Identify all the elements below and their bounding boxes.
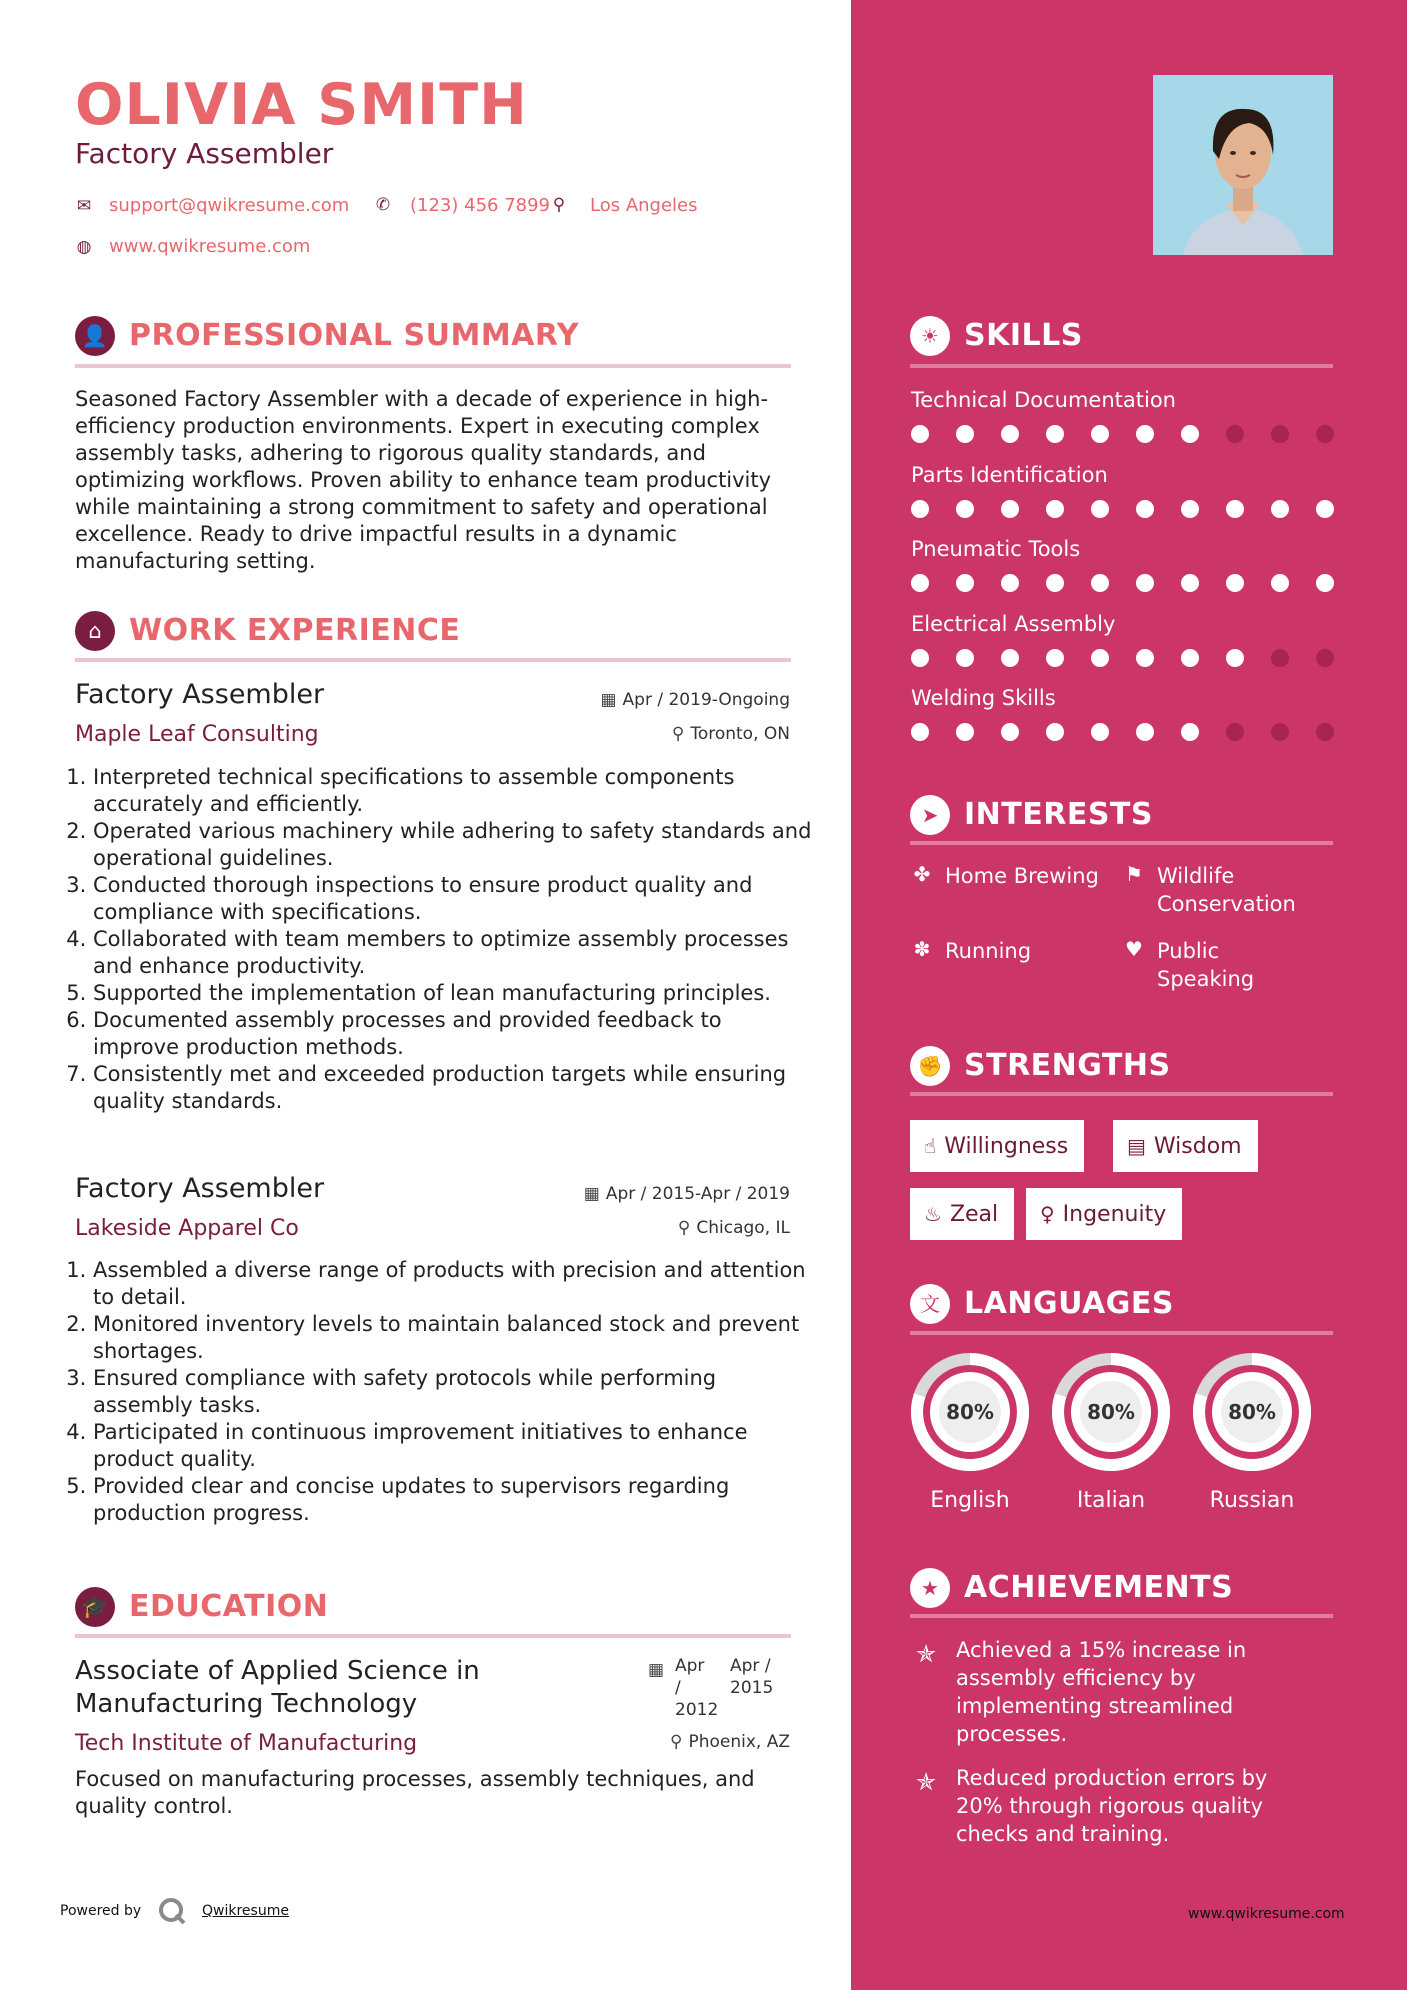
envelope-icon: ✉: [76, 196, 92, 216]
skill-name: Electrical Assembly: [911, 611, 1116, 636]
strength-label: Ingenuity: [1062, 1202, 1167, 1227]
rating-dot: [1271, 500, 1289, 518]
rating-dot: [1046, 574, 1064, 592]
interest-item: Wildlife Conservation: [1157, 864, 1296, 916]
pin-icon: ⚲: [677, 1218, 691, 1238]
skill-name: Parts Identification: [911, 462, 1108, 487]
rating-dot: [1271, 649, 1289, 667]
rating-dot: [911, 425, 929, 443]
list-item: 2. Monitored inventory levels to maintain balanced stock and prevent shortages.: [93, 1311, 813, 1365]
languages-title: LANGUAGES: [964, 1286, 1174, 1321]
job-title: Factory Assembler: [75, 679, 325, 710]
powered-by-label: Powered by: [60, 1903, 142, 1919]
list-item: 1. Assembled a diverse range of products with precision and attention to detail.: [93, 1257, 813, 1311]
flame-icon: ♨: [924, 1202, 942, 1226]
rating-dot: [1271, 723, 1289, 741]
rating-dot: [1226, 574, 1244, 592]
edu-end: Apr / 2015: [730, 1656, 774, 1698]
rating-dot: [1001, 574, 1019, 592]
skill-rating: [911, 425, 1361, 443]
interests-divider: [910, 841, 1333, 845]
contact-location: Los Angeles: [590, 195, 698, 216]
skills-title: SKILLS: [964, 318, 1083, 353]
graduation-icon: 🎓: [75, 1587, 115, 1627]
edu-start: Apr / 2012: [675, 1656, 719, 1720]
job-dates: [584, 1182, 790, 1206]
contact-email[interactable]: support@qwikresume.com: [109, 195, 350, 216]
contact-phone[interactable]: (123) 456 7899: [410, 195, 551, 216]
language-ring-graphic: [909, 1351, 1031, 1473]
achievement-item: Achieved a 15% increase in assembly efficiency by implementing streamlined processes.: [956, 1638, 1247, 1746]
skill-name: Welding Skills: [911, 686, 1056, 710]
candidate-role: Factory Assembler: [75, 137, 334, 170]
skill-rating: [911, 500, 1361, 518]
calendar-icon: ▦: [600, 690, 617, 710]
edu-description: Focused on manufacturing processes, assembly techniques, and quality control.: [75, 1767, 755, 1818]
rating-dot: [1271, 574, 1289, 592]
contact-website[interactable]: www.qwikresume.com: [109, 236, 311, 257]
rating-dot: [1091, 574, 1109, 592]
rating-dot: [911, 500, 929, 518]
job-location: [678, 1216, 790, 1240]
achievements-title: ACHIEVEMENTS: [964, 1570, 1234, 1605]
rating-dot: [1046, 500, 1064, 518]
experience-title: WORK EXPERIENCE: [129, 613, 461, 648]
phone-icon: ✆: [375, 195, 391, 215]
rating-dot: [1001, 425, 1019, 443]
list-item: 4. Collaborated with team members to optimize assembly processes and enhance productivity.: [93, 926, 813, 980]
rating-dot: [1181, 500, 1199, 518]
job-location-text: Chicago, IL: [696, 1218, 790, 1238]
qwikresume-logo-icon: [157, 1896, 187, 1926]
rating-dot: [1181, 723, 1199, 741]
fist-icon: ✊: [910, 1046, 950, 1086]
job-location-text: Toronto, ON: [690, 724, 790, 744]
rating-dot: [1136, 500, 1154, 518]
user-icon: 👤: [75, 316, 115, 356]
strength-label: Wisdom: [1153, 1134, 1242, 1159]
puzzle-icon: ✤: [913, 862, 931, 886]
rating-dot: [956, 425, 974, 443]
list-item: 2. Operated various machinery while adhering to safety standards and operational guidelines.: [93, 818, 813, 872]
translate-icon: 文: [910, 1284, 950, 1324]
paper-plane-icon: ➤: [910, 795, 950, 835]
experience-divider: [75, 658, 791, 662]
summary-title: PROFESSIONAL SUMMARY: [129, 318, 580, 353]
rating-dot: [1181, 649, 1199, 667]
job-dates: [600, 688, 790, 712]
shooting-star-icon: ✯: [915, 1768, 937, 1796]
interest-item: Running: [945, 939, 1032, 963]
achievement-item: Reduced production errors by 20% through rigorous quality checks and training.: [956, 1766, 1268, 1846]
job-company: Lakeside Apparel Co: [75, 1216, 299, 1241]
rating-dot: [1046, 425, 1064, 443]
strengths-divider: [910, 1092, 1333, 1096]
rating-dot: [911, 574, 929, 592]
rating-dot: [911, 723, 929, 741]
rating-dot: [956, 574, 974, 592]
list-item: 1. Interpreted technical specifications to assemble components accurately and efficiently.: [93, 764, 813, 818]
strength-label: Zeal: [949, 1202, 999, 1227]
calendar-icon: ▦: [648, 1660, 665, 1680]
interest-item: Public Speaking: [1157, 939, 1255, 991]
list-item: 5. Supported the implementation of lean manufacturing principles.: [93, 980, 813, 1007]
job-title: Factory Assembler: [75, 1173, 325, 1204]
lightbulb-outline-icon: ♀: [1040, 1202, 1055, 1226]
job-bullets: [75, 1257, 813, 1527]
job-company: Maple Leaf Consulting: [75, 722, 319, 747]
paw-icon: ✽: [913, 937, 931, 961]
rating-dot: [1226, 500, 1244, 518]
rating-dot: [1001, 723, 1019, 741]
shooting-star-icon: ✯: [915, 1640, 937, 1668]
education-divider: [75, 1634, 791, 1638]
rating-dot: [1316, 574, 1334, 592]
qwikresume-logo-graphic: [157, 1896, 187, 1926]
rating-dot: [1091, 425, 1109, 443]
rating-dot: [1181, 425, 1199, 443]
rating-dot: [1091, 723, 1109, 741]
rating-dot: [1091, 500, 1109, 518]
map-marker-icon: ⚲: [552, 195, 566, 215]
rating-dot: [1046, 649, 1064, 667]
qwikresume-link[interactable]: Qwikresume: [202, 1903, 289, 1919]
rating-dot: [1271, 425, 1289, 443]
language-ring: [909, 1351, 1031, 1473]
language-ring: [1191, 1351, 1313, 1473]
thumbs-up-icon: ☝: [924, 1134, 937, 1158]
degree-title: Associate of Applied Science in Manufacturing Technology: [75, 1656, 480, 1719]
summary-divider: [75, 364, 791, 368]
edu-location-text: Phoenix, AZ: [688, 1732, 790, 1752]
skill-rating: [911, 649, 1361, 667]
rating-dot: [1316, 500, 1334, 518]
rating-dot: [1226, 649, 1244, 667]
skill-rating: [911, 723, 1361, 741]
office-chair-icon: ⌂: [75, 611, 115, 651]
summary-text: Seasoned Factory Assembler with a decade of experience in high-efficiency production environments. Expert in executing complex assembly tasks, adhering to rigorous quality standards, and optimizing workflows. Proven ability to enhance team productivity while maintaining a strong commitment to safety and operational excellence. Ready to drive impactful results in a dynamic manufacturing setting.: [75, 387, 772, 573]
language-name: English: [930, 1488, 1010, 1513]
language-ring: [1050, 1351, 1172, 1473]
languages-divider: [910, 1331, 1333, 1335]
rating-dot: [911, 649, 929, 667]
job-dates-text: Apr / 2015-Apr / 2019: [605, 1184, 790, 1204]
rating-dot: [1001, 500, 1019, 518]
education-title: EDUCATION: [129, 1589, 329, 1624]
rating-dot: [1226, 723, 1244, 741]
pin-icon: ⚲: [670, 1732, 683, 1752]
rating-dot: [1046, 723, 1064, 741]
language-name: Italian: [1076, 1488, 1146, 1513]
job-location: [672, 722, 790, 746]
footer-site[interactable]: www.qwikresume.com: [1188, 1906, 1345, 1922]
strengths-title: STRENGTHS: [964, 1048, 1171, 1083]
rating-dot: [1091, 649, 1109, 667]
strength-chip: [1026, 1188, 1182, 1240]
calendar-icon: ▦: [583, 1184, 600, 1204]
rating-dot: [1316, 723, 1334, 741]
interests-title: INTERESTS: [964, 797, 1153, 832]
rating-dot: [1226, 425, 1244, 443]
edu-location: [670, 1730, 790, 1754]
rating-dot: [956, 500, 974, 518]
list-item: 7. Consistently met and exceeded production targets while ensuring quality standards.: [93, 1061, 813, 1115]
skill-rating: [911, 574, 1361, 592]
candidate-name: OLIVIA SMITH: [75, 72, 528, 138]
list-item: 3. Ensured compliance with safety protocols while performing assembly tasks.: [93, 1365, 813, 1419]
job-dates-text: Apr / 2019-Ongoing: [622, 690, 790, 710]
pin-icon: ⚲: [671, 724, 685, 744]
job-bullets: [75, 764, 813, 1115]
flag-icon: ⚑: [1125, 862, 1143, 886]
list-item: 6. Documented assembly processes and provided feedback to improve production methods.: [93, 1007, 813, 1061]
list-item: 4. Participated in continuous improvement initiatives to enhance product quality.: [93, 1419, 813, 1473]
achievements-divider: [910, 1614, 1333, 1618]
globe-icon: ◍: [76, 237, 92, 257]
language-percent: 80%: [1087, 1400, 1135, 1424]
rating-dot: [1136, 425, 1154, 443]
list-item: 5. Provided clear and concise updates to supervisors regarding production progress.: [93, 1473, 813, 1527]
book-icon: ▤: [1127, 1134, 1146, 1158]
language-percent: 80%: [1228, 1400, 1276, 1424]
skill-name: Technical Documentation: [911, 388, 1176, 412]
rating-dot: [1136, 574, 1154, 592]
rating-dot: [1316, 425, 1334, 443]
skill-name: Pneumatic Tools: [911, 537, 1081, 561]
profile-photo-image: [1153, 75, 1333, 255]
strength-label: Willingness: [944, 1134, 1069, 1159]
star-badge-icon: ★: [910, 1568, 950, 1608]
rating-dot: [1316, 649, 1334, 667]
rating-dot: [1136, 723, 1154, 741]
list-item: 3. Conducted thorough inspections to ensure product quality and compliance with specifications.: [93, 872, 813, 926]
strength-chip: [1113, 1120, 1258, 1172]
rating-dot: [1181, 574, 1199, 592]
strength-chip: [910, 1120, 1084, 1172]
strength-chip: [910, 1188, 1014, 1240]
rating-dot: [1001, 649, 1019, 667]
heartbeat-icon: ♥: [1125, 937, 1143, 961]
rating-dot: [956, 723, 974, 741]
rating-dot: [956, 649, 974, 667]
language-percent: 80%: [946, 1400, 994, 1424]
interest-item: Home Brewing: [945, 864, 1099, 888]
profile-photo: [1153, 75, 1333, 255]
school-name: Tech Institute of Manufacturing: [75, 1731, 418, 1756]
lightbulb-icon: ☀: [910, 316, 950, 356]
language-ring-graphic: [1050, 1351, 1172, 1473]
language-name: Russian: [1209, 1488, 1295, 1513]
language-ring-graphic: [1191, 1351, 1313, 1473]
skills-divider: [910, 364, 1333, 368]
rating-dot: [1136, 649, 1154, 667]
